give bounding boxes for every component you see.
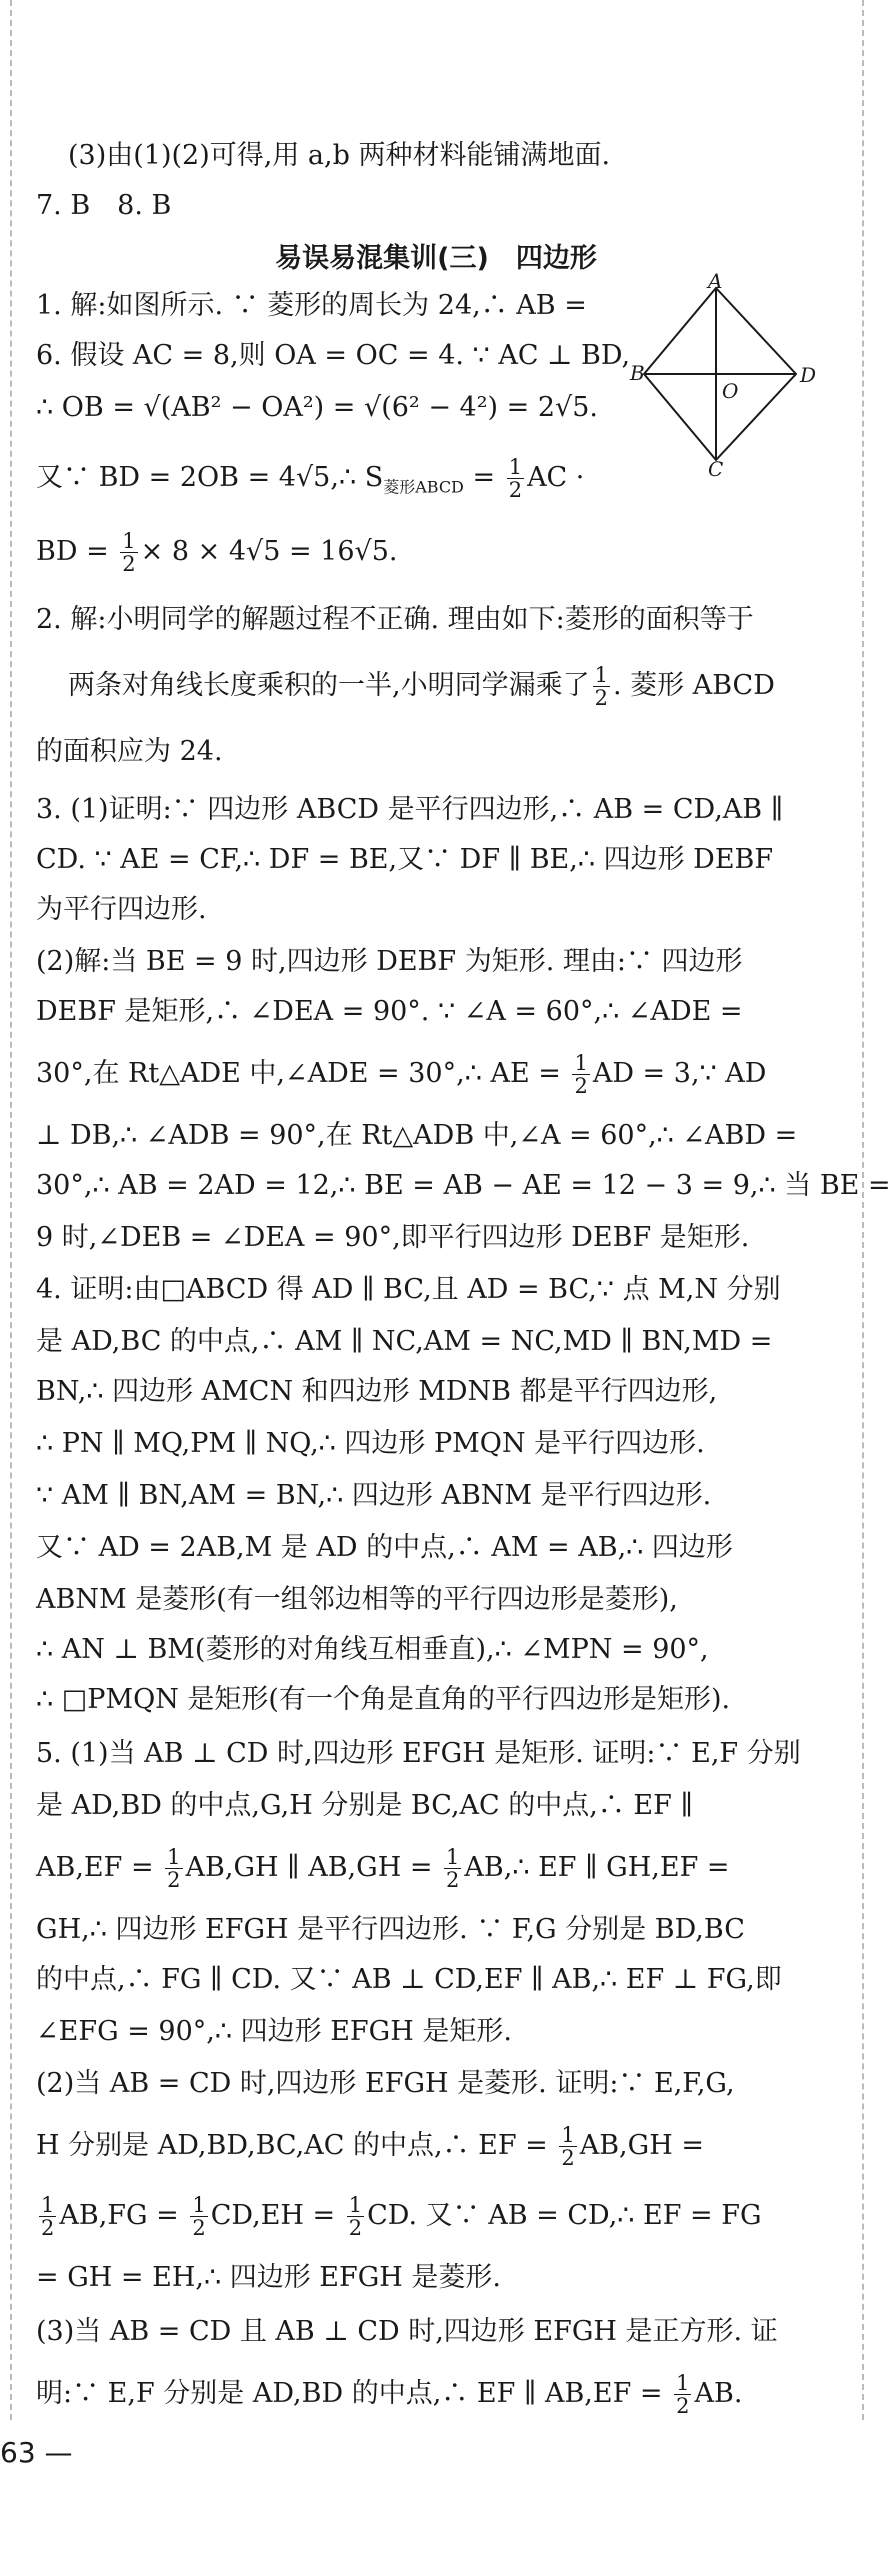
text-line: 是 AD,BD 的中点,G,H 分别是 BC,AC 的中点,∴ EF ∥ [36,1790,693,1821]
fraction: $\frac{1}{2}$ [574,1051,588,1098]
label-d: D [800,363,817,387]
text-line: 4. 证明:由□ABCD 得 AD ∥ BC,且 AD = BC,∵ 点 M,N 分别 [36,1274,781,1305]
text-line: AB,EF = $\frac{1}{2}$ AB,GH ∥ AB,GH = $\frac{1}{2}$ AB,∴ EF ∥ GH,EF = [36,1845,730,1892]
right-dashed-margin [862,0,864,2420]
text-line: (3)当 AB = CD 且 AB ⊥ CD 时,四边形 EFGH 是正方形. 证 [36,2316,778,2347]
text-line: 为平行四边形. [36,894,207,925]
text-line: 6. 假设 AC = 8,则 OA = OC = 4. ∵ AC ⊥ BD, [36,340,631,371]
text-line: 是 AD,BC 的中点,∴ AM ∥ NC,AM = NC,MD ∥ BN,MD = [36,1326,773,1357]
text-line: 5. (1)当 AB ⊥ CD 时,四边形 EFGH 是矩形. 证明:∵ E,F 分别 [36,1738,801,1769]
text-line: 2. 解:小明同学的解题过程不正确. 理由如下:菱形的面积等于 [36,604,754,635]
fraction: $\frac{1}{2}$ [122,529,136,576]
fraction: $\frac{1}{2}$ [192,2193,206,2240]
text-line: $\frac{1}{2}$ AB,FG = $\frac{1}{2}$ CD,EH = $\frac{1}{2}$ CD. 又∵ AB = CD,∴ EF = FG [41,2193,762,2240]
fraction: $\frac{1}{2}$ [167,1845,181,1892]
text-line: (2)解:当 BE = 9 时,四边形 DEBF 为矩形. 理由:∵ 四边形 [36,946,743,977]
text-line: CD. ∵ AE = CF,∴ DF = BE,又∵ DF ∥ BE,∴ 四边形 DEBF [36,844,774,875]
label-a: A [708,269,723,293]
text-line: 又∵ AD = 2AB,M 是 AD 的中点,∴ AM = AB,∴ 四边形 [36,1532,733,1563]
fraction: $\frac{1}{2}$ [41,2193,55,2240]
label-o: O [722,379,739,403]
text-line: 1. 解:如图所示. ∵ 菱形的周长为 24,∴ AB = [36,290,587,321]
fraction: $\frac{1}{2}$ [676,2371,690,2418]
text-line: 的中点,∴ FG ∥ CD. 又∵ AB ⊥ CD,EF ∥ AB,∴ EF ⊥ FG,即 [36,1964,782,1995]
text-line: 3. (1)证明:∵ 四边形 ABCD 是平行四边形,∴ AB = CD,AB ∥ [36,794,784,825]
text-line: = GH = EH,∴ 四边形 EFGH 是菱形. [36,2262,502,2293]
text-line: 明:∵ E,F 分别是 AD,BD 的中点,∴ EF ∥ AB,EF = $\frac{1}{2}$ AB. [36,2371,743,2418]
text-line: ∴ OB = √(AB² − OA²) = √(6² − 4²) = 2√5. [36,392,598,423]
text-line: 的面积应为 24. [36,736,223,767]
text-line: ∵ AM ∥ BN,AM = BN,∴ 四边形 ABNM 是平行四边形. [36,1480,712,1511]
text-line: DEBF 是矩形,∴ ∠DEA = 90°. ∵ ∠A = 60°,∴ ∠ADE = [36,996,743,1027]
text-line: 30°,∴ AB = 2AD = 12,∴ BE = AB − AE = 12 − 3 = 9,∴ 当 BE = [36,1170,891,1201]
text-line: (2)当 AB = CD 时,四边形 EFGH 是菱形. 证明:∵ E,F,G, [36,2068,735,2099]
text-line: 又∵ BD = 2OB = 4√5,∴ $S_{菱形ABCD}$ = $\frac{1}{2}$ AC · [36,455,585,502]
section-title: 易误易混集训(三) 四边形 [275,243,597,274]
text-line: 7. B 8. B [36,190,172,221]
text-line: ABNM 是菱形(有一组邻边相等的平行四边形是菱形), [36,1584,678,1615]
text-line: 两条对角线长度乘积的一半,小明同学漏乘了 $\frac{1}{2}$ . 菱形 ABCD [68,663,775,710]
text-line: BD = $\frac{1}{2}$ × 8 × 4√5 = 16√5. [36,529,398,576]
fraction: $\frac{1}{2}$ [594,663,608,710]
text-line: GH,∴ 四边形 EFGH 是平行四边形. ∵ F,G 分别是 BD,BC [36,1914,745,1945]
text-line: ∴ PN ∥ MQ,PM ∥ NQ,∴ 四边形 PMQN 是平行四边形. [36,1428,705,1459]
rhombus-figure [630,269,817,481]
text-line: (3)由(1)(2)可得,用 a,b 两种材料能铺满地面. [68,140,611,171]
left-dashed-margin [10,0,12,2420]
fraction: $\frac{1}{2}$ [561,2123,575,2170]
text-line: ∴ AN ⊥ BM(菱形的对角线互相垂直),∴ ∠MPN = 90°, [36,1634,709,1665]
text-line: ⊥ DB,∴ ∠ADB = 90°,在 Rt△ADB 中,∠A = 60°,∴ ∠ABD = [36,1120,798,1151]
text-line: BN,∴ 四边形 AMCN 和四边形 MDNB 都是平行四边形, [36,1376,718,1407]
fraction: $\frac{1}{2}$ [446,1845,460,1892]
text-line: 30°,在 Rt△ADE 中,∠ADE = 30°,∴ AE = $\frac{1}{2}$ AD = 3,∵ AD [36,1051,767,1098]
page-number: 63 — [0,2436,73,2469]
text-line: ∴ □PMQN 是矩形(有一个角是直角的平行四边形是矩形). [36,1684,731,1715]
label-c: C [708,457,724,481]
label-b: B [630,361,645,385]
fraction: $\frac{1}{2}$ [348,2193,363,2240]
text-line: H 分别是 AD,BD,BC,AC 的中点,∴ EF = $\frac{1}{2}$ AB,GH = [36,2123,704,2170]
text-line: ∠EFG = 90°,∴ 四边形 EFGH 是矩形. [36,2016,512,2047]
fraction: $\frac{1}{2}$ [508,455,523,502]
text-line: 9 时,∠DEB = ∠DEA = 90°,即平行四边形 DEBF 是矩形. [36,1222,750,1253]
